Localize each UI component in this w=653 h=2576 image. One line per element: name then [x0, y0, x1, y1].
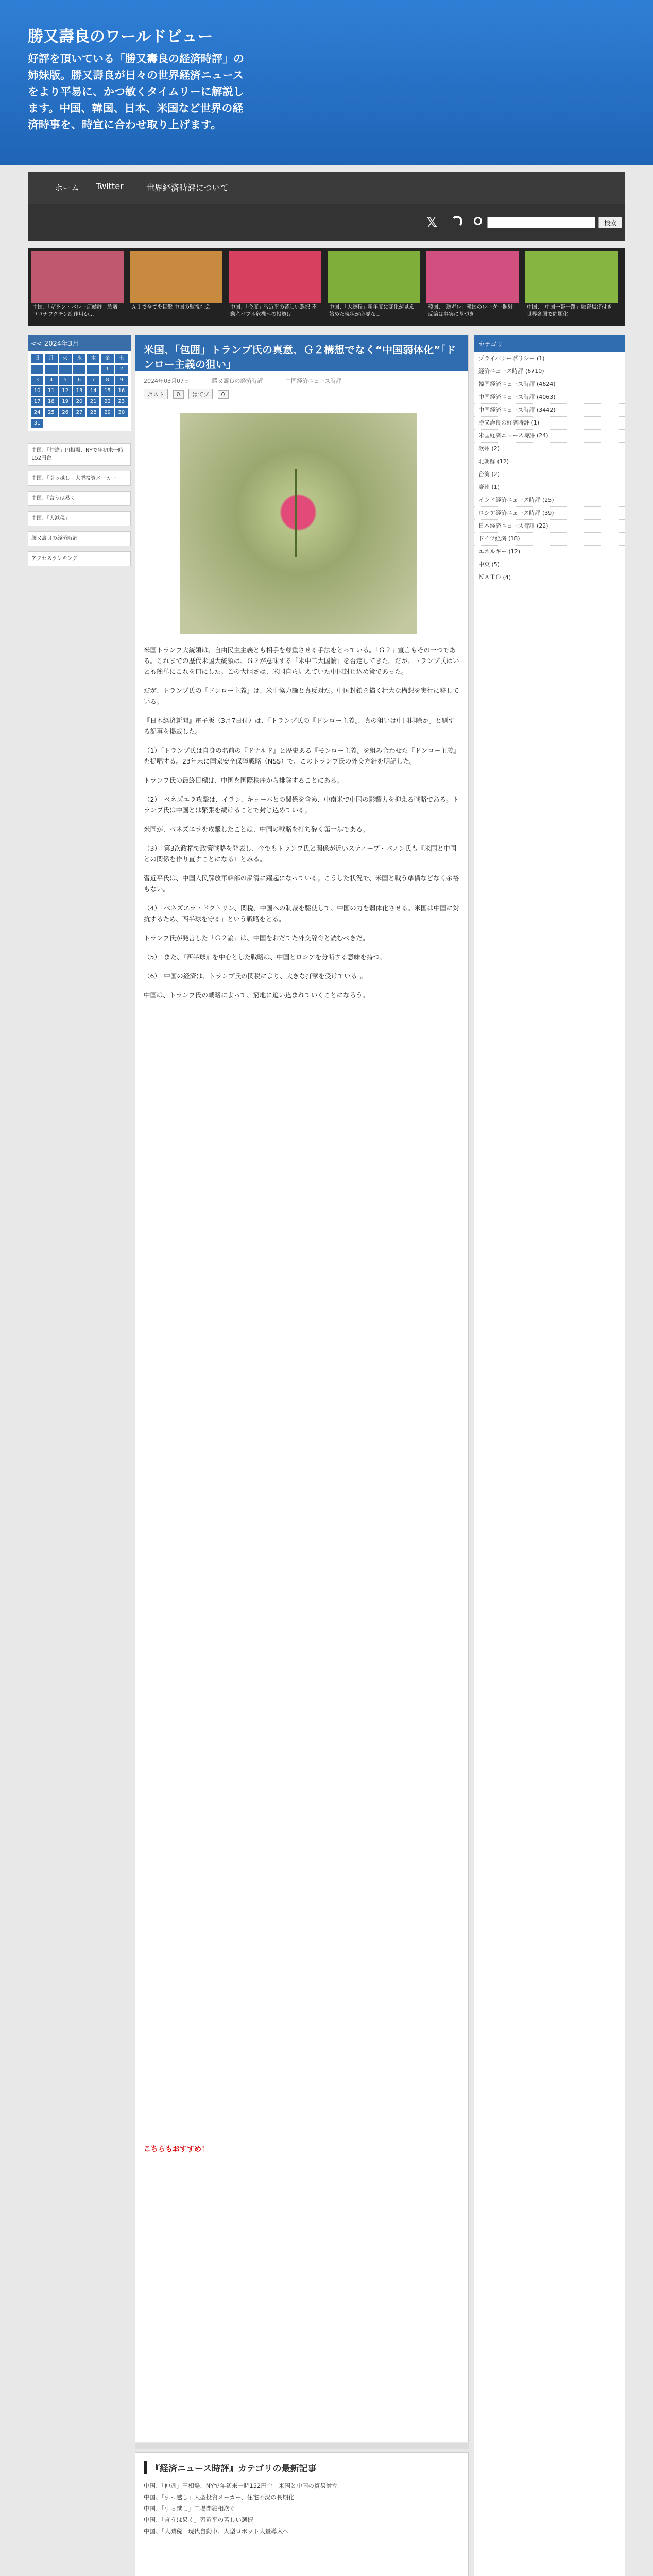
article-paragraph: トランプ氏が発言した「Ｇ２論」は、中国をおだてた外交辞令と読むべきだ。 — [144, 934, 369, 942]
calendar-day[interactable]: 月 — [45, 354, 57, 363]
featured-item[interactable] — [525, 251, 618, 323]
article-paragraph: （5）「また、『西半球』を中心とした戦略は、中国とロシアを分断する意味を持つ。 — [144, 953, 386, 961]
category-link[interactable]: 経済ニュース時評 (6710) — [474, 365, 625, 378]
calendar-day[interactable]: 19 — [59, 397, 72, 406]
featured-item[interactable] — [229, 251, 321, 323]
featured-image — [229, 251, 321, 303]
calendar-day[interactable]: 22 — [101, 397, 113, 406]
share-post-button[interactable]: ポスト — [144, 389, 168, 399]
post-title[interactable]: 米国、「包囲」トランプ氏の真意、Ｇ２構想でなく“中国弱体化”「ドンロー主義の狙い」 — [135, 335, 468, 371]
calendar-day[interactable]: 水 — [73, 354, 85, 363]
calendar-day[interactable]: 13 — [73, 386, 85, 396]
site-description: 好評を頂いている「勝又壽良の経済時評」の姉妹版。勝又壽良が日々の世界経済ニュースをより平易に、かつ敏くタイムリーに解説します。中国、韓国、日本、米国など世界の経済時事を、時宜に合わせ取り上げます。 — [28, 53, 244, 131]
left-widget[interactable]: 勝又壽良の経済時評 — [28, 531, 131, 546]
article-paragraph: （4）「ベネズエラ・ドクトリン、関税、中国への制裁を駆使して、中国の力を弱体化させる。米国は中国に対抗するため、西半球を守る」という戦略をとる。 — [144, 904, 459, 923]
category-link[interactable]: 中国経済ニュース時評 (4063) — [474, 391, 625, 404]
site-header — [0, 0, 653, 165]
share-count: 0 — [218, 390, 229, 399]
right-sidebar — [474, 335, 625, 2576]
article-paragraph: だが、トランプ氏の「ドンロー主義」は、米中協力論と真反対だ。中国封鎖を描く壮大な構想を実行に移している。 — [144, 687, 459, 705]
search-button[interactable]: 検索 — [598, 217, 622, 228]
category-latest-item[interactable]: 中国、「言うは易く」習近平の苦しい選択 — [144, 2516, 253, 2523]
recommend-heading: こちらもおすすめ！ — [144, 2145, 209, 2154]
calendar-day[interactable]: 日 — [31, 354, 43, 363]
category-latest-title: 『経済ニュース時評』カテゴリの最新記事 — [144, 2461, 460, 2474]
calendar-day[interactable]: 土 — [115, 354, 128, 363]
nav-tab-home[interactable]: ホーム — [55, 183, 80, 193]
category-list — [474, 352, 625, 584]
share-hatena-button[interactable]: はてブ — [188, 389, 213, 399]
article-paragraph: 習近平氏は、中国人民解放軍幹部の粛清に躍起になっている。こうした状況で、米国と戦う準備などなく余裕もない。 — [144, 874, 459, 893]
left-widget[interactable]: 中国、「大減税」 — [28, 511, 131, 526]
featured-image — [328, 251, 420, 303]
category-link[interactable]: インド経済ニュース時評 (25) — [474, 494, 625, 507]
featured-item[interactable] — [328, 251, 420, 323]
category-latest-item[interactable]: 中国、「仲違」円相場、NYで年初来一時152円台 米国と中国の貿易対立 — [144, 2482, 338, 2489]
category-link[interactable]: ロシア経済ニュース時評 (39) — [474, 507, 625, 520]
x-icon[interactable]: 𝕏 — [426, 215, 437, 230]
category-link[interactable]: 北朝鮮 (12) — [474, 455, 625, 468]
featured-caption: 中国、「中国一帯一路」融資焦げ付き世界各国で問題化 — [525, 303, 618, 323]
nav-tab-twitter[interactable]: Twitter — [96, 181, 124, 191]
category-latest-item[interactable]: 中国、「引っ越し」工場閉鎖相次ぐ — [144, 2505, 236, 2512]
category-link[interactable]: 中東 (5) — [474, 558, 625, 571]
article-paragraph: トランプ氏の最終目標は、中国を国際秩序から排除することにある。 — [144, 776, 343, 784]
calendar-day[interactable]: 10 — [31, 386, 43, 396]
article-image — [180, 413, 417, 634]
featured-caption: 中国、「大逆転」新年度に変化が見え始めた現状が必要な… — [328, 303, 420, 323]
calendar-day[interactable]: 木 — [87, 354, 99, 363]
calendar-day[interactable]: 15 — [101, 386, 113, 396]
featured-strip — [28, 248, 625, 326]
calendar-day[interactable]: 21 — [87, 397, 99, 406]
featured-item[interactable] — [130, 251, 222, 323]
calendar-title[interactable]: << 2024年3月 — [28, 335, 131, 351]
category-link[interactable]: 中国経済ニュース時評 (3442) — [474, 404, 625, 417]
featured-caption: ＡＩで全てを目撃 中国の監視社会 — [130, 303, 222, 323]
article-image-stem — [295, 469, 297, 557]
article-paragraph: （1）「トランプ氏は自身の名前の『ドナルド』と歴史ある『モンロー主義』を組み合わせた『ドンロー主義』を提唱する。23年末に国家安全保障戦略（NSS）で、このトランプ氏の外交方針を明記した。 — [144, 747, 460, 765]
share-count: 0 — [173, 390, 184, 399]
category-latest-item[interactable]: 中国、「大減税」現代自動車、人型ロボット大量導入へ — [144, 2528, 289, 2535]
calendar-day[interactable]: 25 — [45, 408, 57, 417]
calendar-day[interactable]: 28 — [87, 408, 99, 417]
category-link[interactable]: 台湾 (2) — [474, 468, 625, 481]
category-link[interactable]: 勝又壽良の経済時評 (1) — [474, 417, 625, 430]
calendar-day[interactable]: 27 — [73, 408, 85, 417]
category-latest-list — [144, 2480, 460, 2537]
calendar-day[interactable]: 30 — [115, 408, 128, 417]
right-sidebar-head: カテゴリ — [474, 335, 625, 352]
search-input[interactable] — [487, 217, 595, 228]
category-link[interactable]: ＮＡＴＯ (4) — [474, 571, 625, 584]
calendar-day[interactable]: 24 — [31, 408, 43, 417]
article-paragraph: （3）「第3次政権で政策戦略を発表し、今でもトランプ氏と関係が近いスティーブ・バノン氏も『米国と中国との関係を作り直すことになる』とみる。 — [144, 844, 457, 863]
calendar-day[interactable]: 金 — [101, 354, 113, 363]
calendar-day[interactable] — [45, 365, 57, 374]
post-date: 2024年03月07日 — [144, 378, 190, 384]
post-footer-bar — [135, 2443, 469, 2449]
category-link[interactable]: 米国経済ニュース時評 (24) — [474, 430, 625, 443]
category-link[interactable]: 日本経済ニュース時評 (22) — [474, 520, 625, 533]
toolbar — [28, 204, 625, 241]
category-link[interactable]: 韓国経済ニュース時評 (4624) — [474, 378, 625, 391]
left-widget[interactable]: 中国、「仲違」円相場、NYで年初来一時152円台 — [28, 443, 131, 466]
calendar-widget — [28, 335, 131, 438]
category-link[interactable]: ドイツ経済 (18) — [474, 533, 625, 546]
calendar-day[interactable] — [73, 365, 85, 374]
calendar-day[interactable]: 12 — [59, 386, 72, 396]
calendar-day[interactable]: 11 — [45, 386, 57, 396]
site-title[interactable]: 勝又壽良のワールドビュー — [28, 28, 213, 46]
calendar-day[interactable]: 14 — [87, 386, 99, 396]
calendar-day[interactable]: 7 — [87, 376, 99, 385]
calendar-day[interactable]: 5 — [59, 376, 72, 385]
category-link[interactable]: 欧州 (2) — [474, 443, 625, 455]
calendar-day[interactable]: 29 — [101, 408, 113, 417]
share-bar — [144, 389, 232, 398]
calendar-day[interactable]: 31 — [31, 419, 43, 428]
calendar-day[interactable]: 6 — [73, 376, 85, 385]
category-latest-item[interactable]: 中国、「引っ越し」大型投資メーカー、住宅不況の長期化 — [144, 2494, 295, 2501]
featured-image — [426, 251, 519, 303]
post-category[interactable]: 勝又壽良の経済時評 — [212, 378, 263, 384]
left-widget[interactable]: 中国、「引っ越し」大型投資メーカー — [28, 471, 131, 486]
article-paragraph: 『日本経済新聞』電子版（3月7日付）は、「トランプ氏の『ドンロー主義』、真の狙いは中国排除か」と題する記事を掲載した。 — [144, 717, 455, 735]
category-link[interactable]: プライバシーポリシー (1) — [474, 352, 625, 365]
calendar-day[interactable]: 26 — [59, 408, 72, 417]
calendar-day[interactable] — [31, 365, 43, 374]
calendar-day[interactable]: 16 — [115, 386, 128, 396]
calendar-day[interactable]: 18 — [45, 397, 57, 406]
article-main — [135, 335, 469, 2442]
calendar-day[interactable]: 23 — [115, 397, 128, 406]
featured-caption: 韓国、「逆ギレ」韓国のレーダー照射 反論は事実に基づき — [426, 303, 519, 323]
category-latest — [135, 2452, 469, 2576]
featured-image — [130, 251, 222, 303]
featured-item[interactable] — [31, 251, 124, 323]
nav-bar — [28, 172, 625, 204]
featured-image — [525, 251, 618, 303]
featured-item[interactable] — [426, 251, 519, 323]
calendar-day[interactable]: 20 — [73, 397, 85, 406]
article-paragraph: 米国が、ベネズエラを攻撃したことは、中国の戦略を打ち砕く第一歩である。 — [144, 825, 369, 833]
calendar-day[interactable]: 9 — [115, 376, 128, 385]
calendar-day[interactable]: 2 — [115, 365, 128, 374]
calendar-day[interactable] — [59, 365, 72, 374]
left-widget[interactable]: 中国、「言うは易く」 — [28, 491, 131, 506]
article-paragraph: （6）「中国の経済は、トランプ氏の関税により、大きな打撃を受けている」。 — [144, 972, 367, 980]
article-body — [144, 645, 460, 1009]
featured-caption: 中国、「今度」習近平の苦しい選択 不動産バブル危機への投資は — [229, 303, 321, 323]
post-meta — [144, 377, 463, 385]
calendar-day[interactable]: 3 — [31, 376, 43, 385]
calendar-day[interactable]: 8 — [101, 376, 113, 385]
category-link[interactable]: 豪州 (1) — [474, 481, 625, 494]
calendar-day[interactable]: 1 — [101, 365, 113, 374]
nav-tab-about[interactable]: 世界経済時評について — [146, 183, 229, 193]
search-icon — [474, 217, 482, 225]
rss-icon[interactable] — [451, 216, 462, 227]
calendar-grid — [28, 351, 131, 431]
left-sidebar — [28, 443, 131, 2504]
calendar-day[interactable]: 4 — [45, 376, 57, 385]
post-tag[interactable]: 中国経済ニュース時評 — [285, 378, 342, 384]
article-paragraph: （2）「ベネズエラ攻撃は、イラン、キューバとの関係を含め、中南米で中国の影響力を抑える戦略である。トランプ氏は中国とは緊張を続けることで封じ込めている。 — [144, 795, 459, 814]
featured-image — [31, 251, 124, 303]
calendar-day[interactable]: 火 — [59, 354, 72, 363]
featured-caption: 中国、「ギラン・バレー症候群」急増 コロナワクチン副作用か… — [31, 303, 124, 323]
left-widget[interactable]: アクセスランキング — [28, 551, 131, 566]
calendar-day[interactable]: 17 — [31, 397, 43, 406]
calendar-day[interactable] — [87, 365, 99, 374]
article-paragraph: 米国トランプ大統領は、自由民主主義とも相手を尊重させる手法をとっている。「Ｇ２」宣言もその一つである。これまでの歴代米国大統領は、Ｇ２が意味する「米中二大国論」を否定してきた。だが、トランプ氏はいとも簡単にこれを口にした。この大胆さは、米国自ら見えていた中国封じ込め策であった。 — [144, 646, 459, 675]
category-link[interactable]: エネルギー (12) — [474, 546, 625, 558]
article-paragraph: 中国は、トランプ氏の戦略によって、窮地に追い込まれていくことになろう。 — [144, 991, 369, 999]
